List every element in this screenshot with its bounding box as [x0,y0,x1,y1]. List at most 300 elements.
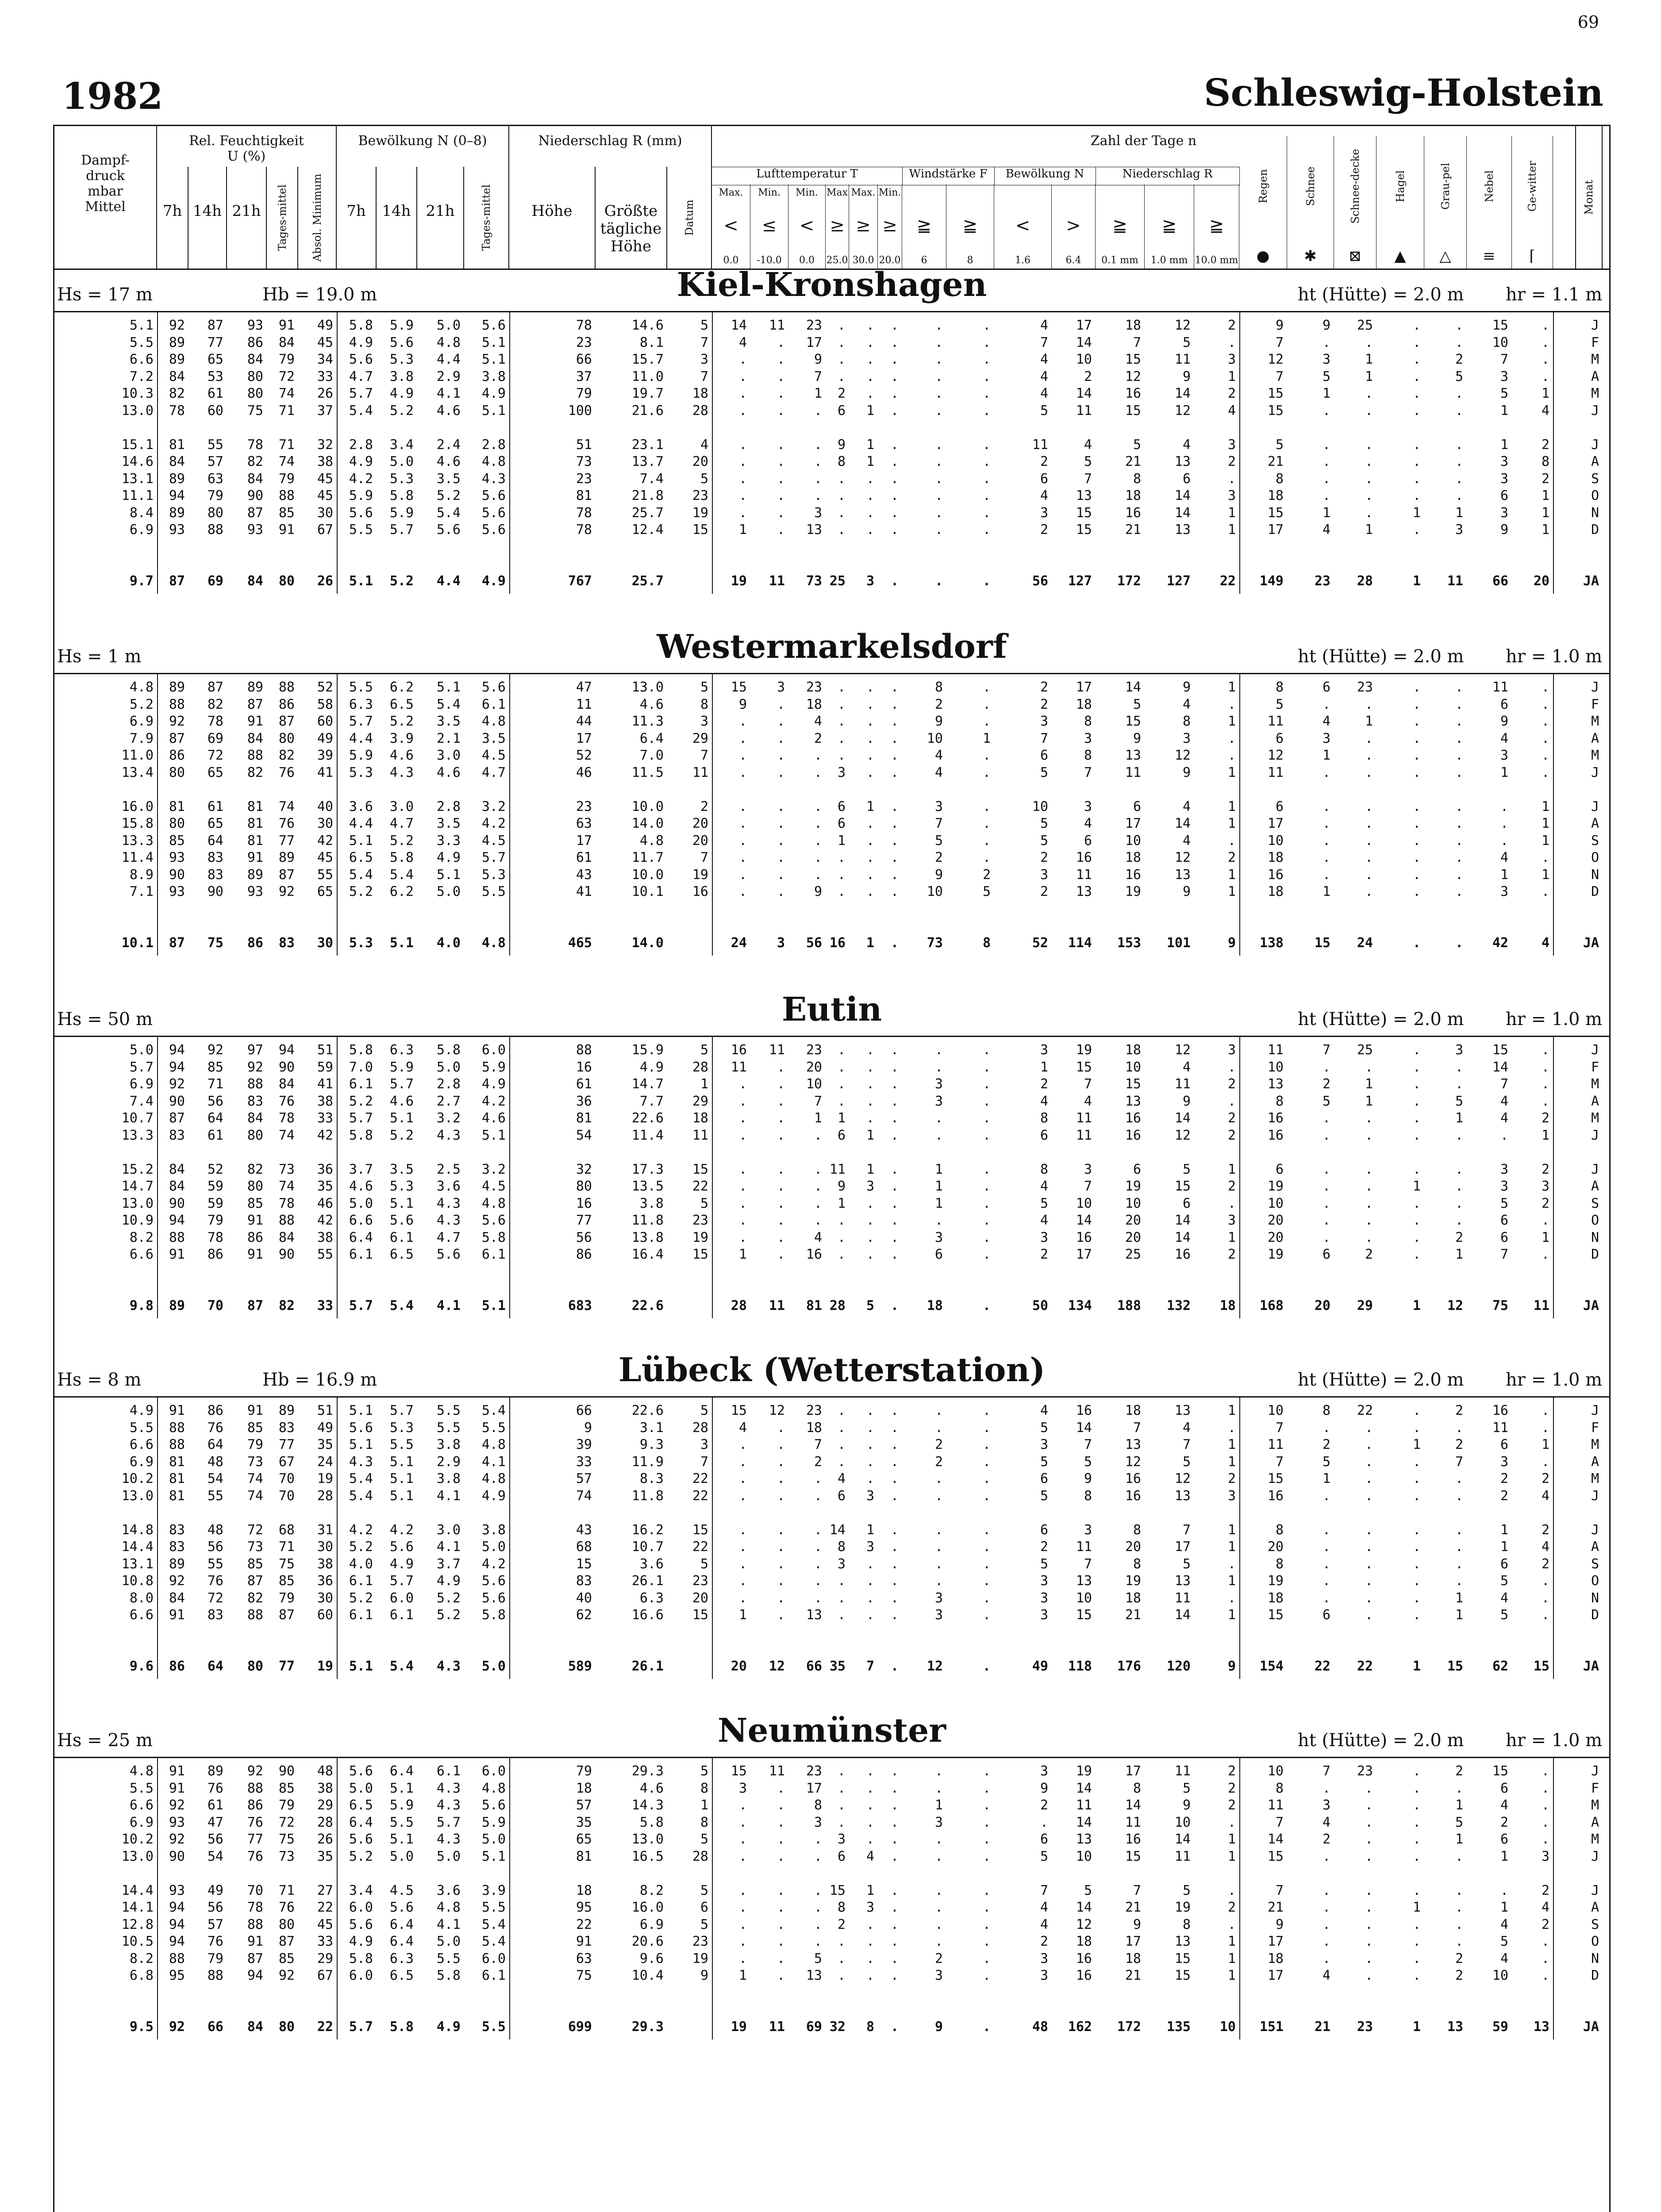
table-cell: 17 [1267,816,1284,831]
table-cell: 88 [247,1607,263,1623]
table-cell: . [866,1780,874,1796]
header-rel-col [227,167,267,269]
table-cell: 4.6 [349,1179,373,1194]
table-cell: 64 [207,1110,223,1126]
table-cell: 6.2 [389,680,414,695]
table-cell: 5.8 [436,1042,461,1058]
table-cell: . [777,1832,785,1847]
table-cell: . [738,1522,747,1538]
header-weather-col [1467,136,1512,269]
table-cell: 4.6 [389,748,414,763]
table-cell: . [866,1951,874,1966]
table-cell: 2 [1227,1110,1236,1126]
table-cell: 60 [207,403,223,419]
table-cell: 6 [837,403,846,419]
table-cell: 10 [806,1076,822,1092]
table-cell: 3.7 [436,1556,461,1572]
table-cell: . [1322,816,1330,831]
table-cell: . [866,1832,874,1847]
table-cell: 4.8 [481,1437,506,1452]
table-cell: 6.0 [481,1042,506,1058]
table-cell: 95 [169,1968,185,1983]
table-cell: 78 [169,403,185,419]
table-cell: . [866,1093,874,1109]
table-cell: . [1412,884,1421,899]
table-cell: 2 [982,867,991,883]
table-cell: . [890,471,899,487]
table-cell: 5.3 [389,352,414,367]
table-cell: . [777,488,785,503]
station-block [54,1714,1609,2039]
table-cell: 18 [1076,1934,1092,1949]
table-cell: O [1591,1573,1599,1589]
table-row [54,679,1609,695]
table-cell: 6.0 [481,1763,506,1779]
table-row [54,849,1609,866]
table-cell: 80 [169,764,185,780]
table-cell: S [1591,1556,1599,1572]
table-cell: F [1591,334,1599,350]
table-cell: 57 [576,1797,592,1813]
table-cell: 10.7 [121,1110,154,1126]
table-cell: . [1412,386,1421,401]
table-cell: 23 [806,1763,822,1779]
table-cell: 52 [317,680,333,695]
table-cell: 18 [1076,696,1092,712]
table-cell: J [1591,1848,1599,1864]
table-cell: 5 [1133,696,1141,712]
table-cell: 5 [1455,1093,1463,1109]
table-cell: 5.9 [389,1797,414,1813]
table-cell: 15 [692,1161,708,1177]
station-hr: hr = 1.1 m [1506,284,1603,305]
table-cell: . [890,1488,899,1504]
table-cell: 84 [169,1161,185,1177]
table-cell: 79 [278,1797,295,1813]
table-cell: 35 [317,1437,333,1452]
table-cell: . [738,1539,747,1555]
table-cell: . [982,1658,991,1674]
table-cell: . [934,454,943,469]
table-cell: . [866,1437,874,1452]
station-ht: ht (Hütte) = 2.0 m [1298,284,1464,305]
table-cell: 90 [169,1195,185,1211]
table-cell: 11.3 [631,714,664,729]
table-cell: 55 [207,1488,223,1504]
header-dampf [54,126,157,269]
table-cell: . [1322,833,1330,849]
table-cell: 154 [1259,1658,1284,1674]
table-cell: N [1591,867,1599,883]
header-rel-col [267,167,298,269]
table-cell: 17 [806,1780,822,1796]
table-cell: 5 [1040,1195,1048,1211]
table-cell: 81 [169,1471,185,1486]
table-cell: 91 [169,1763,185,1779]
table-cell: . [1455,437,1463,453]
table-cell: 5.6 [349,505,373,521]
table-cell: 3 [1541,1179,1549,1194]
table-cell: 17 [1174,1539,1191,1555]
table-cell: . [837,1059,846,1075]
table-cell: . [777,1573,785,1589]
table-cell: . [890,1179,899,1194]
table-cell: 7 [700,369,708,384]
table-cell: 11.8 [631,1213,664,1228]
table-cell: 52 [576,748,592,763]
table-cell: A [1591,1093,1599,1109]
table-cell: 5 [1182,1161,1191,1177]
table-cell: . [777,730,785,746]
table-cell: . [982,1916,991,1932]
table-cell: 21 [1267,454,1284,469]
table-cell: 3.8 [639,1195,664,1211]
table-cell: 2 [700,799,708,814]
table-cell: . [1227,1556,1236,1572]
table-cell: 93 [169,1814,185,1830]
table-cell: 86 [169,748,185,763]
table-cell: 132 [1166,1298,1191,1313]
table-cell: 5.1 [389,1195,414,1211]
weather-symbol-icon: ▲ [1394,247,1406,265]
table-cell: 4.2 [349,1522,373,1538]
table-cell: . [890,850,899,865]
table-cell: . [890,1934,899,1949]
table-cell: 74 [278,454,295,469]
column-header [54,126,1609,270]
table-cell: 15 [692,1607,708,1623]
table-cell: 1 [1227,884,1236,899]
table-cell: 11 [1267,1797,1284,1813]
table-cell: 8.3 [639,1471,664,1486]
table-cell: 2 [1227,1900,1236,1915]
table-cell: 2 [1455,1968,1463,1983]
table-cell: 1 [1541,1437,1549,1452]
table-cell: 20 [692,833,708,849]
table-cell: S [1591,471,1599,487]
table-cell: 21 [1314,2019,1330,2035]
table-cell: 589 [568,1658,592,1674]
table-cell: 1 [1541,816,1549,831]
table-cell: 14 [1076,334,1092,350]
table-cell: . [837,1814,846,1830]
table-cell: 78 [247,1900,263,1915]
table-cell: 5.6 [389,1213,414,1228]
table-cell: 74 [278,386,295,401]
table-cell: . [837,1573,846,1589]
table-cell: . [866,1814,874,1830]
table-cell: 92 [169,1797,185,1813]
table-cell: 1 [1227,764,1236,780]
header-wind-col-symbol: ≧ [962,215,978,236]
table-cell: . [837,730,846,746]
table-cell: 78 [576,505,592,521]
table-cell: . [1455,1076,1463,1092]
table-cell: . [866,884,874,899]
table-cell: 45 [317,850,333,865]
table-cell: . [890,1780,899,1796]
table-cell: . [777,334,785,350]
table-cell: 5.6 [481,488,506,503]
table-cell: 5.5 [481,1900,506,1915]
table-cell: . [1541,369,1549,384]
table-cell: 17 [806,334,822,350]
table-cell: . [814,833,822,849]
table-cell: 93 [169,522,185,538]
table-cell: . [982,1420,991,1436]
table-cell: 7 [1275,1420,1284,1436]
station-body [54,1398,1609,1679]
table-cell: 79 [207,488,223,503]
table-cell: 5 [1500,1573,1508,1589]
table-cell: 5 [1133,437,1141,453]
table-cell: . [982,1059,991,1075]
table-row [54,1059,1609,1075]
table-cell: . [777,1934,785,1949]
table-cell: 1 [1412,1437,1421,1452]
table-cell: . [1365,1454,1373,1470]
table-cell: 3.7 [349,1161,373,1177]
table-cell: . [890,1814,899,1830]
table-cell: 5.3 [389,1179,414,1194]
table-cell: 92 [169,1832,185,1847]
table-cell: 5.7 [389,1573,414,1589]
table-cell: 17 [576,730,592,746]
table-cell: 7 [700,1454,708,1470]
table-cell: . [837,1968,846,1983]
table-cell: J [1591,437,1599,453]
table-cell: . [777,369,785,384]
table-cell: . [738,1797,747,1813]
table-cell: 4 [1182,833,1191,849]
table-cell: 6.1 [481,696,506,712]
table-cell: 23 [806,1403,822,1418]
table-cell: 13 [1174,1403,1191,1418]
table-cell: 3 [866,1900,874,1915]
table-cell: 48 [207,1454,223,1470]
table-cell: 84 [247,471,263,487]
table-cell: . [777,1951,785,1966]
table-cell: . [1412,833,1421,849]
table-cell: . [982,2019,991,2035]
table-cell: 8 [1133,471,1141,487]
table-cell: . [837,867,846,883]
table-cell: 1 [866,1522,874,1538]
table-cell: O [1591,488,1599,503]
table-cell: 118 [1068,1658,1092,1674]
table-cell: 3 [1500,369,1508,384]
table-cell: 23.1 [631,437,664,453]
table-cell: 2 [1227,1127,1236,1143]
table-cell: . [814,867,822,883]
table-cell: 18 [576,1780,592,1796]
table-cell: 9 [1500,714,1508,729]
table-cell: 8 [1133,1556,1141,1572]
table-cell: . [1322,1951,1330,1966]
table-cell: . [814,1882,822,1898]
table-cell: 6 [1322,1607,1330,1623]
table-cell: 70 [207,1298,223,1313]
table-cell: 32 [317,437,333,453]
table-cell: 6 [1500,1832,1508,1847]
table-cell: 93 [169,850,185,865]
table-cell: . [890,1882,899,1898]
table-cell: 21 [1125,454,1141,469]
table-cell: . [738,748,747,763]
table-cell: . [866,471,874,487]
table-cell: . [738,1951,747,1966]
table-cell: 78 [278,1195,295,1211]
table-cell: 5 [1322,1093,1330,1109]
table-cell: 9 [700,1968,708,1983]
table-cell: 1 [1322,1471,1330,1486]
table-cell: 5.1 [481,403,506,419]
table-cell: 80 [278,573,295,589]
table-cell: 5.5 [349,680,373,695]
table-cell: . [1365,334,1373,350]
table-cell: 22 [1219,573,1236,589]
table-cell: 70 [278,1471,295,1486]
table-cell: 3 [1322,1797,1330,1813]
table-cell: 2 [814,730,822,746]
table-cell: 5 [700,1763,708,1779]
station-ht: ht (Hütte) = 2.0 m [1298,1009,1464,1029]
table-cell: . [1322,334,1330,350]
table-cell: 6.4 [389,1934,414,1949]
table-cell: 5.1 [481,1848,506,1864]
table-cell: 4.8 [129,1763,154,1779]
table-cell: 2 [934,850,943,865]
table-cell: 1 [1227,1454,1236,1470]
table-cell: 6 [1500,1780,1508,1796]
table-cell: 3 [814,1814,822,1830]
table-cell: . [890,573,899,589]
table-cell: . [866,1968,874,1983]
table-cell: 19 [692,1229,708,1245]
table-cell: . [934,1934,943,1949]
climate-table [53,125,1611,2212]
table-cell: . [890,1916,899,1932]
table-cell: 75 [207,935,223,951]
table-cell: . [982,1814,991,1830]
table-cell: . [934,1780,943,1796]
table-cell: 61 [576,850,592,865]
header-nied-col [596,167,667,269]
table-cell: 80 [278,730,295,746]
table-cell: 15 [1267,1848,1284,1864]
table-cell: . [1412,471,1421,487]
table-cell: . [890,1127,899,1143]
table-cell: 16 [731,1042,747,1058]
table-cell: J [1591,764,1599,780]
table-cell: 3 [837,1556,846,1572]
table-cell: 14 [829,1522,846,1538]
table-cell: . [934,488,943,503]
table-cell: 23 [1357,2019,1373,2035]
table-cell: . [837,471,846,487]
table-cell: . [1455,884,1463,899]
table-cell: 4.3 [436,1127,461,1143]
table-cell: 87 [278,867,295,883]
table-cell: 5.2 [129,696,154,712]
table-cell: . [1365,1590,1373,1606]
table-cell: . [1412,1968,1421,1983]
table-cell: . [866,1916,874,1932]
table-cell: 16 [1125,505,1141,521]
table-cell: 11.9 [631,1454,664,1470]
table-cell: 10.2 [121,1832,154,1847]
table-row [54,1436,1609,1453]
table-cell: 2 [1040,1539,1048,1555]
table-cell: 12 [1174,1471,1191,1486]
table-cell: 2 [1365,1247,1373,1262]
table-cell: . [934,1488,943,1504]
table-cell: . [866,764,874,780]
table-cell: . [866,696,874,712]
table-cell: 5.1 [481,1298,506,1313]
table-cell: . [1412,403,1421,419]
table-cell: 46 [576,764,592,780]
table-cell: 10 [1267,1059,1284,1075]
table-cell: 4.3 [389,764,414,780]
table-cell: . [1541,1814,1549,1830]
table-cell: . [1455,764,1463,780]
table-cell: N [1591,1229,1599,1245]
table-cell: 2 [1322,1076,1330,1092]
table-row [54,713,1609,730]
header-rel-col-text: 21h [232,202,261,220]
table-cell: 23 [692,1934,708,1949]
table-cell: 1 [1227,1934,1236,1949]
table-cell: 28 [692,1420,708,1436]
table-cell: . [1365,1780,1373,1796]
table-row [54,934,1609,951]
table-cell: 2 [1455,352,1463,367]
table-cell: 3 [777,935,785,951]
table-cell: 1 [1227,1848,1236,1864]
table-cell: 44 [576,714,592,729]
table-cell: 88 [207,522,223,538]
table-cell: . [890,1161,899,1177]
table-cell: 89 [247,680,263,695]
table-cell: 4 [814,714,822,729]
table-cell: 8 [1275,1093,1284,1109]
table-cell: J [1591,1763,1599,1779]
table-cell: . [777,1607,785,1623]
table-cell: 48 [1032,2019,1048,2035]
table-cell: 149 [1259,573,1284,589]
table-cell: . [814,1195,822,1211]
table-cell: 5.9 [389,318,414,333]
table-cell: 78 [207,714,223,729]
table-cell: 10 [1492,1968,1508,1983]
table-cell: 19 [731,573,747,589]
table-cell: 13 [1174,1488,1191,1504]
table-cell: . [777,1420,785,1436]
table-cell: 2.8 [349,437,373,453]
table-cell: . [890,1951,899,1966]
table-cell: 8 [837,454,846,469]
table-cell: 5.0 [349,1780,373,1796]
table-cell: 465 [568,935,592,951]
table-cell: 5 [1084,1454,1092,1470]
table-cell: 6 [1040,748,1048,763]
table-cell: 14.4 [121,1539,154,1555]
table-cell: . [982,1832,991,1847]
table-cell: . [934,1900,943,1915]
table-cell: 73 [806,573,822,589]
table-cell: . [1541,1076,1549,1092]
